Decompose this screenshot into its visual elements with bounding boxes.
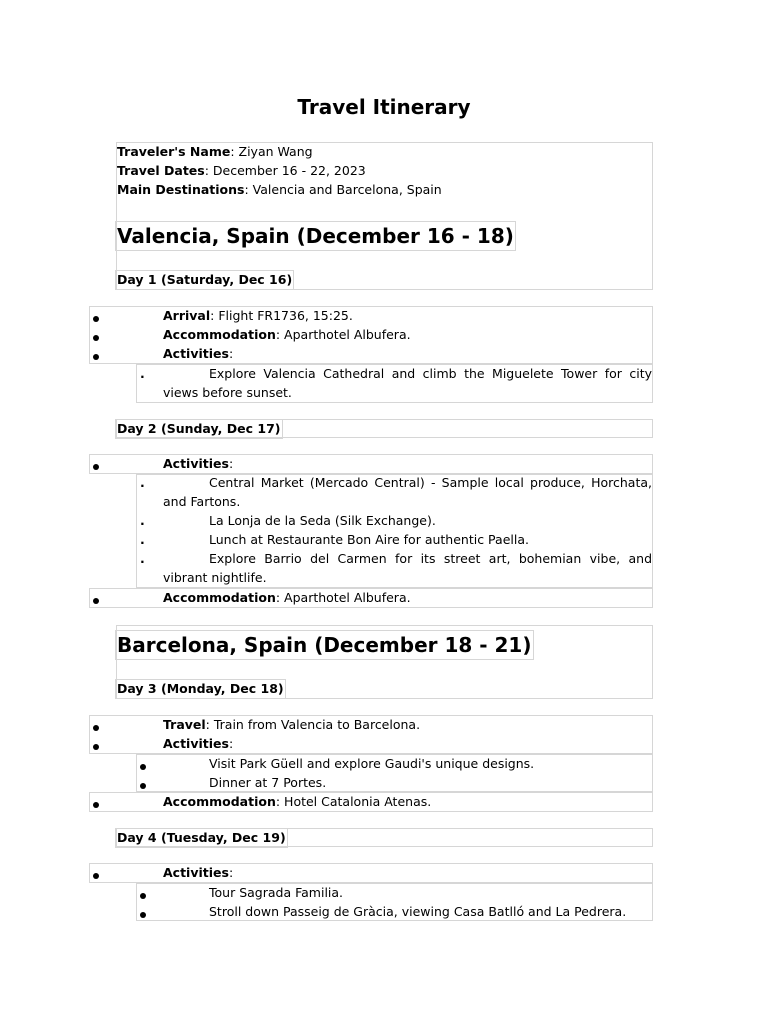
day2-accommodation — [163, 588, 411, 607]
day2-activity-2: La Lonja de la Seda (Silk Exchange). — [209, 513, 436, 528]
day1-arrival — [163, 306, 353, 325]
day4-heading: Day 4 (Tuesday, Dec 19) — [115, 828, 288, 848]
accommodation-label: Accommodation — [163, 590, 276, 605]
activities-label: Activities — [163, 346, 229, 361]
day3-activity-1: Visit Park Güell and explore Gaudi's unique designs. — [209, 756, 535, 771]
travel-label: Travel — [163, 717, 206, 732]
page-title: Travel Itinerary — [297, 95, 471, 119]
day1-activities — [163, 344, 233, 363]
valencia-heading: Valencia, Spain (December 16 - 18) — [115, 221, 516, 251]
bullet-icon — [93, 316, 99, 322]
day3-heading: Day 3 (Monday, Dec 18) — [115, 679, 286, 699]
travel-dates-value: : December 16 - 22, 2023 — [204, 163, 366, 178]
bullet-icon — [93, 464, 99, 470]
sub-bullet-icon: . — [140, 551, 145, 566]
destinations-value: : Valencia and Barcelona, Spain — [244, 182, 442, 197]
sub-bullet-icon: . — [140, 513, 145, 528]
sub-bullet-icon — [140, 912, 146, 918]
accommodation-label: Accommodation — [163, 327, 276, 342]
traveler-name-label: Traveler's Name — [117, 144, 231, 159]
day1-activity-1: Explore Valencia Cathedral and climb the Miguelete Tower for city views before sunset. — [163, 366, 652, 400]
destinations-line — [117, 180, 442, 199]
bullet-icon — [93, 802, 99, 808]
day4-activity-2: Stroll down Passeig de Gràcia, viewing Casa Batlló and La Pedrera. — [209, 904, 627, 919]
travel-dates-label: Travel Dates — [117, 163, 205, 178]
sub-bullet-icon: . — [140, 475, 145, 490]
day2-heading: Day 2 (Sunday, Dec 17) — [115, 419, 283, 439]
travel-value: : Train from Valencia to Barcelona. — [205, 717, 421, 732]
activities-colon: : — [228, 456, 234, 471]
bullet-icon — [93, 598, 99, 604]
sub-bullet-icon: . — [140, 532, 145, 547]
day3-activities — [163, 734, 233, 753]
traveler-name-line — [117, 142, 313, 161]
activities-colon: : — [228, 865, 234, 880]
day3-accommodation — [163, 792, 431, 811]
accommodation-value: : Hotel Catalonia Atenas. — [275, 794, 432, 809]
bullet-icon — [93, 873, 99, 879]
travel-dates-line — [117, 161, 366, 180]
accommodation-value: : Aparthotel Albufera. — [275, 590, 411, 605]
sub-bullet-icon: . — [140, 366, 145, 381]
activities-label: Activities — [163, 736, 229, 751]
day2-activity-1: Central Market (Mercado Central) - Sample local produce, Horchata, and Fartons. — [163, 475, 652, 509]
day4-activities — [163, 863, 233, 882]
arrival-value: : Flight FR1736, 15:25. — [210, 308, 353, 323]
sub-bullet-icon — [140, 893, 146, 899]
accommodation-label: Accommodation — [163, 794, 276, 809]
accommodation-value: : Aparthotel Albufera. — [275, 327, 411, 342]
day3-travel — [163, 715, 420, 734]
sub-bullet-icon — [140, 783, 146, 789]
barcelona-heading: Barcelona, Spain (December 18 - 21) — [115, 630, 534, 660]
day1-accommodation — [163, 325, 411, 344]
activities-colon: : — [228, 346, 234, 361]
bullet-icon — [93, 725, 99, 731]
day1-heading: Day 1 (Saturday, Dec 16) — [115, 270, 294, 290]
bullet-icon — [93, 744, 99, 750]
arrival-label: Arrival — [163, 308, 211, 323]
day3-activity-2: Dinner at 7 Portes. — [209, 775, 327, 790]
bullet-icon — [93, 335, 99, 341]
sub-bullet-icon — [140, 764, 146, 770]
day2-activity-4: Explore Barrio del Carmen for its street art, bohemian vibe, and vibrant nightlife. — [163, 551, 652, 585]
bullet-icon — [93, 354, 99, 360]
destinations-label: Main Destinations — [117, 182, 245, 197]
day4-activity-1: Tour Sagrada Familia. — [209, 885, 344, 900]
traveler-name-value: : Ziyan Wang — [230, 144, 313, 159]
activities-label: Activities — [163, 456, 229, 471]
activities-colon: : — [228, 736, 234, 751]
day2-activities — [163, 454, 233, 473]
day2-activity-3: Lunch at Restaurante Bon Aire for authentic Paella. — [209, 532, 529, 547]
activities-label: Activities — [163, 865, 229, 880]
